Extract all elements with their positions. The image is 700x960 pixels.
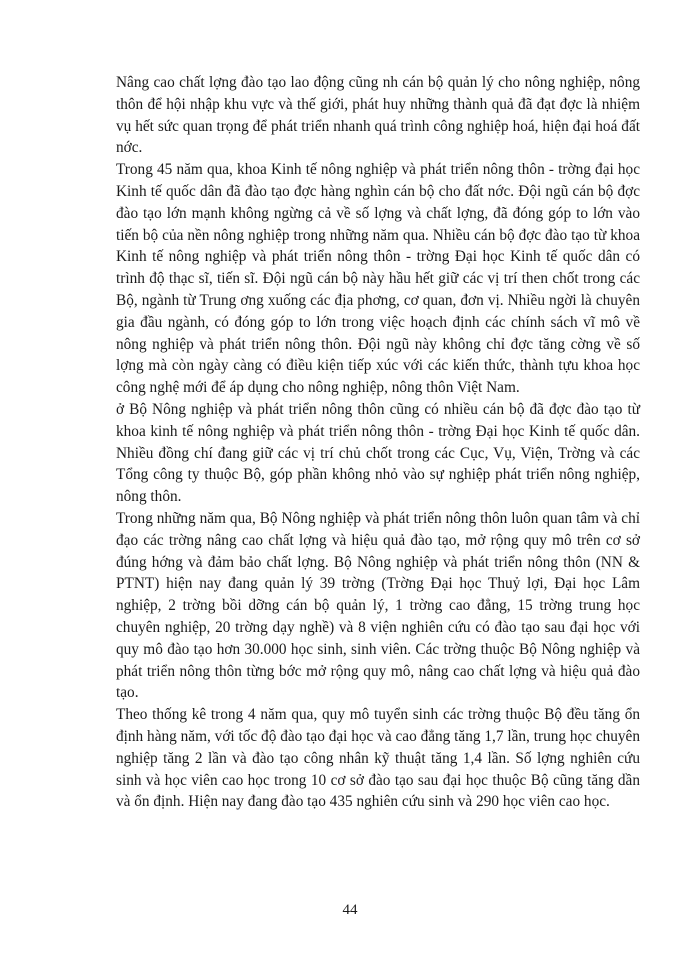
paragraph-5: Theo thống kê trong 4 năm qua, quy mô tuyển sinh các trờng thuộc Bộ đều tăng ổn định hàng năm, với tốc độ đào tạo đại học và cao đẳng tăng 1,7 lần, trung học chuyên nghiệp tăng 2 lần và đào tạo công nhân kỹ thuật tăng 1,4 lần. Số lợng nghiên cứu sinh và học viên cao học trong 10 cơ sở đào tạo sau đại học thuộc Bộ cũng tăng dần và ổn định. Hiện nay đang đào tạo 435 nghiên cứu sinh và 290 học viên cao học. [116,706,640,811]
paragraph-3: ở Bộ Nông nghiệp và phát triển nông thôn cũng có nhiều cán bộ đã đợc đào tạo từ khoa kinh tế nông nghiệp và phát triển nông thôn - trờng Đại học Kinh tế quốc dân. Nhiều đồng chí đang giữ các vị trí chủ chốt trong các Cục, Vụ, Viện, Trờng và các Tổng công ty thuộc Bộ, góp phần không nhỏ vào sự nghiệp phát triển nông nghiệp, nông thôn. [116,400,640,506]
paragraph-2: Trong 45 năm qua, khoa Kinh tế nông nghiệp và phát triển nông thôn - trờng đại học Kinh tế quốc dân đã đào tạo đợc hàng nghìn cán bộ cho đất nớc. Đội ngũ cán bộ đợc đào tạo lớn mạnh không ngừng cả về số lợng và chất lợng, đã đóng góp to lớn vào tiến bộ của nền nông nghiệp trong những năm qua. Nhiều cán bộ đợc đào tạo từ khoa Kinh tế nông nghiệp và phát triển nông thôn - trờng Đại học Kinh tế quốc dân có trình độ thạc sĩ, tiến sĩ. Đội ngũ cán bộ này hầu hết giữ các vị trí then chốt trong các Bộ, ngành từ Trung ơng xuống các địa phơng, cơ quan, đơn vị. Nhiều ngời là chuyên gia đầu ngành, có đóng góp to lớn trong việc hoạch định các chính sách vĩ mô về nông nghiệp và phát triển nông thôn. Đội ngũ này không chỉ đợc tăng cờng về số lợng mà còn ngày càng có điều kiện tiếp xúc với các kiến thức, thành tựu khoa học công nghệ mới để áp dụng cho nông nghiệp, nông thôn Việt Nam. [116,161,640,397]
page-number: 44 [342,902,358,918]
paragraph-4: Trong những năm qua, Bộ Nông nghiệp và phát triển nông thôn luôn quan tâm và chỉ đạo các trờng nâng cao chất lợng và hiệu quả đào tạo, mở rộng quy mô trên cơ sở đúng hớng và đảm bảo chất lợng. Bộ Nông nghiệp và phát triển nông thôn (NN & PTNT) hiện nay đang quản lý 39 trờng (Trờng Đại học Thuỷ lợi, Đại học Lâm nghiệp, 2 trờng bồi dỡng cán bộ quản lý, 1 trờng cao đẳng, 15 trờng trung học chuyên nghiệp, 20 trờng dạy nghề) và 8 viện nghiên cứu có đào tạo sau đại học với quy mô đào tạo hơn 30.000 học sinh, sinh viên. Các trờng thuộc Bộ Nông nghiệp và phát triển nông thôn từng bớc mở rộng quy mô, nâng cao chất lợng và hiệu quả đào tạo. [116,509,640,702]
paragraph-1: Nâng cao chất lợng đào tạo lao động cũng nh cán bộ quản lý cho nông nghiệp, nông thôn để hội nhập khu vực và thế giới, phát huy những thành quả đã đạt đợc là nhiệm vụ hết sức quan trọng để phát triển nhanh quá trình công nghiệp hoá, hiện đại hoá đất nớc. [116,74,640,157]
body-text [116,72,640,813]
